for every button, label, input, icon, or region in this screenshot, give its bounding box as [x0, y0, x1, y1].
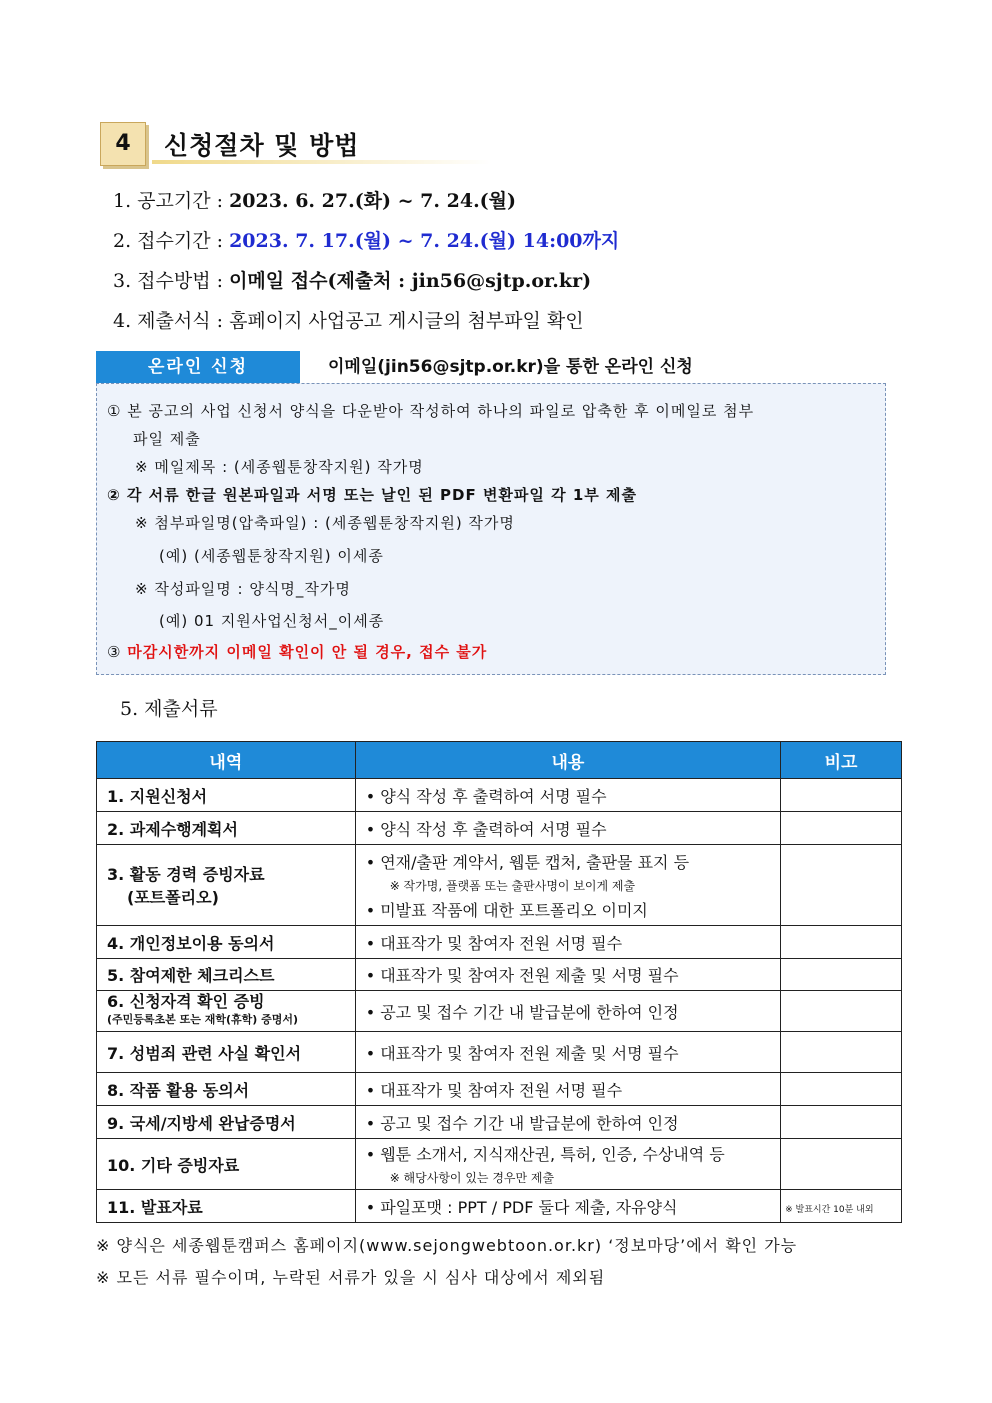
header-content: 내용: [355, 742, 780, 779]
table-row: 10. 기타 증빙자료 • 웹툰 소개서, 지식재산권, 특허, 인증, 수상내역 등 ※ 해당사항이 있는 경우만 제출: [97, 1139, 902, 1190]
table-row: 9. 국세/지방세 완납증명서 • 공고 및 접수 기간 내 발급분에 한하여 인정: [97, 1106, 902, 1139]
instruction-1: ① 본 공고의 사업 신청서 양식을 다운받아 작성하여 하나의 파일로 압축한 후 이메일로 첨부: [107, 402, 755, 420]
section-number: 4: [100, 122, 146, 166]
footnote-2: ※ 모든 서류 필수이며, 누락된 서류가 있을 시 심사 대상에서 제외됨: [96, 1268, 606, 1287]
item-receipt-period: 2. 접수기간 : 2023. 7. 17.(월) ~ 7. 24.(월) 14:00까지: [113, 230, 620, 252]
header-note: 비고: [781, 742, 902, 779]
table-header-row: [97, 742, 902, 779]
table-row: 4. 개인정보이용 동의서 • 대표작가 및 참여자 전원 서명 필수: [97, 926, 902, 959]
section-header: [100, 122, 500, 166]
table-row: 6. 신청자격 확인 증빙 (주민등록초본 또는 재학(휴학) 증명서) • 공고 및 접수 기간 내 발급분에 한하여 인정: [97, 991, 902, 1032]
table-row: 3. 활동 경력 증빙자료 (포트폴리오) • 연재/출판 계약서, 웹툰 캡처, 출판물 표지 등 ※ 작가명, 플랫폼 또는 출판사명이 보이게 제출 • 미발표 작품에 대한 포트폴리오 이미지: [97, 845, 902, 926]
footnote-1: ※ 양식은 세종웹툰캠퍼스 홈페이지(www.sejongwebtoon.or.kr) ‘정보마당’에서 확인 가능: [96, 1236, 798, 1255]
instruction-1-cont: 파일 제출: [133, 430, 201, 448]
docs-title: 5. 제출서류: [120, 698, 218, 720]
item-format: 4. 제출서식 : 홈페이지 사업공고 게시글의 첨부파일 확인: [113, 310, 584, 332]
table-row: 11. 발표자료 • 파일포맷 : PPT / PDF 둘다 제출, 자유양식 ※ 발표시간 10분 내외: [97, 1190, 902, 1223]
header-item: 내역: [97, 742, 356, 779]
section-title: 신청절차 및 방법: [164, 131, 360, 160]
instruction-2-note2: ※ 작성파일명 : 양식명_작가명: [135, 580, 351, 598]
online-header: [96, 351, 886, 383]
instruction-2-note: ※ 첨부파일명(압축파일) : (세종웹툰창작지원) 작가명: [135, 514, 515, 532]
item-period: 1. 공고기간 : 2023. 6. 27.(화) ~ 7. 24.(월): [113, 190, 517, 212]
table-row: 5. 참여제한 체크리스트 • 대표작가 및 참여자 전원 제출 및 서명 필수: [97, 959, 902, 991]
online-instructions: [96, 383, 886, 675]
item-method: 3. 접수방법 : 이메일 접수(제출처 : jin56@sjtp.or.kr): [113, 270, 592, 292]
instruction-1-note: ※ 메일제목 : (세종웹툰창작지원) 작가명: [135, 458, 424, 476]
table-row: 2. 과제수행계획서 • 양식 작성 후 출력하여 서명 필수: [97, 812, 902, 845]
instruction-3: ③ 마감시한까지 이메일 확인이 안 될 경우, 접수 불가: [107, 643, 488, 661]
online-tag: 온라인 신청: [96, 351, 300, 383]
online-desc: 이메일(jin56@sjtp.or.kr)을 통한 온라인 신청: [328, 357, 693, 377]
docs-table: [96, 741, 902, 1223]
table-row: 7. 성범죄 관련 사실 확인서 • 대표작가 및 참여자 전원 제출 및 서명 필수: [97, 1032, 902, 1073]
instruction-2: ② 각 서류 한글 원본파일과 서명 또는 날인 된 PDF 변환파일 각 1부 제출: [107, 486, 637, 504]
table-row: 8. 작품 활용 동의서 • 대표작가 및 참여자 전원 서명 필수: [97, 1073, 902, 1106]
table-row: 1. 지원신청서 • 양식 작성 후 출력하여 서명 필수: [97, 779, 902, 812]
instruction-2-example2: (예) 01 지원사업신청서_이세종: [159, 612, 385, 630]
instruction-2-example: (예) (세종웹툰창작지원) 이세종: [159, 547, 384, 565]
